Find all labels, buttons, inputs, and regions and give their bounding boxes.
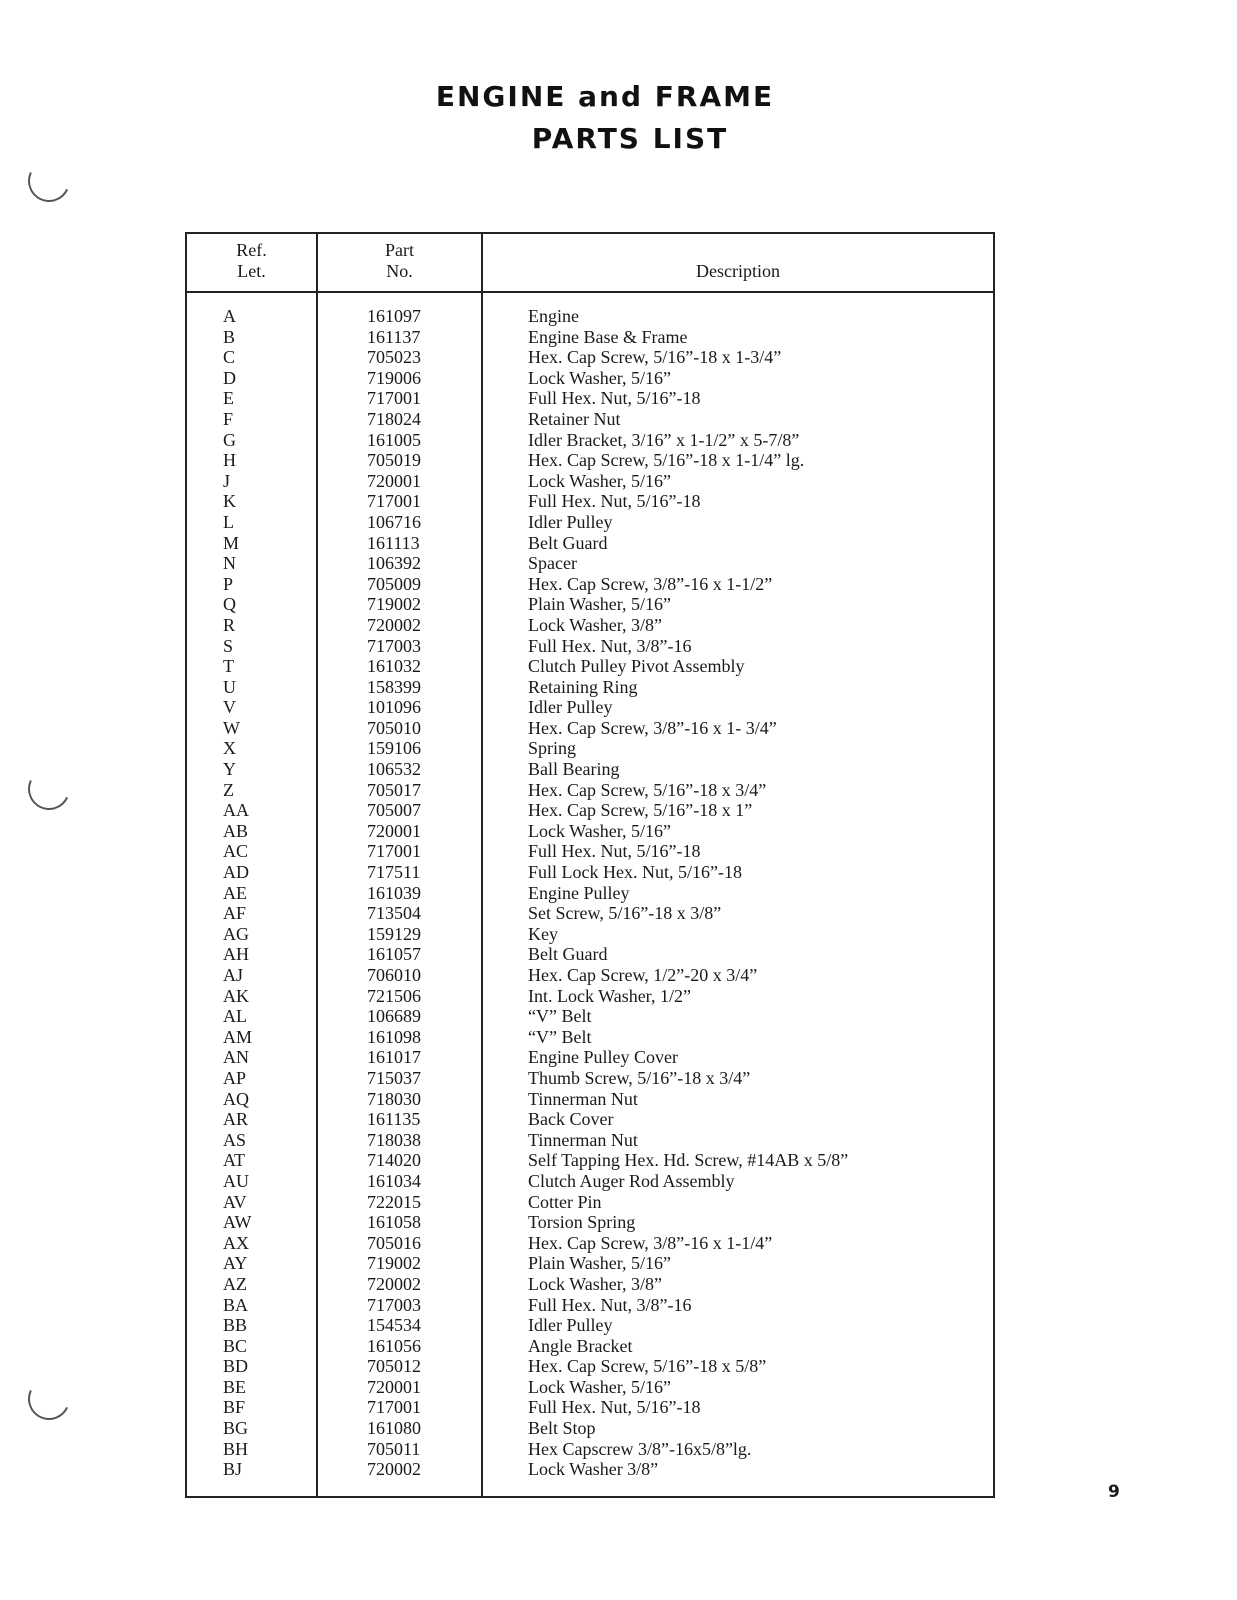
description-cell: Hex. Cap Screw, 5/16”-18 x 1-1/4” lg. xyxy=(528,450,805,471)
page-number: 9 xyxy=(1108,1482,1120,1502)
ref-letter-cell: AE xyxy=(223,882,247,903)
part-number-cell: 705016 xyxy=(367,1232,421,1253)
description-cell: Plain Washer, 5/16” xyxy=(528,594,671,615)
description-cell: Belt Guard xyxy=(528,944,608,965)
ref-letter-cell: AT xyxy=(223,1150,245,1171)
table-body xyxy=(187,306,993,1480)
description-cell: Belt Stop xyxy=(528,1418,596,1439)
ref-letter-cell: M xyxy=(223,532,240,553)
part-number-cell: 717001 xyxy=(367,1397,421,1418)
table-row xyxy=(187,1397,993,1418)
part-number-cell: 161005 xyxy=(367,429,421,450)
table-row xyxy=(187,1274,993,1295)
part-number-cell: 717003 xyxy=(367,1294,421,1315)
ref-letter-cell: P xyxy=(223,573,234,594)
ref-letter-cell: K xyxy=(223,491,236,512)
description-cell: Idler Pulley xyxy=(528,1315,613,1336)
part-number-cell: 158399 xyxy=(367,676,421,697)
description-cell: Lock Washer 3/8” xyxy=(528,1459,659,1480)
part-number-cell: 706010 xyxy=(367,965,421,985)
part-number-cell: 720001 xyxy=(367,470,421,491)
part-number-cell: 720002 xyxy=(367,1459,421,1480)
table-row xyxy=(187,368,993,389)
description-cell: Lock Washer, 5/16” xyxy=(528,367,671,388)
part-number-cell: 717001 xyxy=(367,491,421,512)
part-number-cell: 705017 xyxy=(367,779,421,800)
ref-letter-cell: BE xyxy=(223,1376,247,1397)
description-cell: Hex. Cap Screw, 5/16”-18 x 1-3/4” xyxy=(528,347,782,368)
table-row xyxy=(187,1336,993,1357)
description-cell: Hex. Cap Screw, 3/8”-16 x 1- 3/4” xyxy=(528,717,777,738)
part-number-cell: 705009 xyxy=(367,573,421,594)
description-cell: “V” Belt xyxy=(528,1026,592,1047)
ref-letter-cell: AS xyxy=(223,1129,247,1150)
ref-letter-cell: AM xyxy=(223,1026,253,1047)
description-cell: Full Hex. Nut, 5/16”-18 xyxy=(528,388,701,409)
table-row xyxy=(187,409,993,430)
description-cell: Idler Pulley xyxy=(528,511,613,532)
ref-letter-cell: F xyxy=(223,408,234,429)
part-number-cell: 161057 xyxy=(367,944,421,965)
table-row xyxy=(187,1418,993,1439)
description-cell: Engine Pulley xyxy=(528,882,630,903)
description-cell: Hex. Cap Screw, 5/16”-18 x 5/8” xyxy=(528,1356,767,1377)
description-cell: Hex Capscrew 3/8”-16x5/8”lg. xyxy=(528,1438,752,1459)
description-cell: Full Hex. Nut, 5/16”-18 xyxy=(528,491,701,512)
part-number-cell: 722015 xyxy=(367,1191,421,1212)
table-row xyxy=(187,841,993,862)
table-row xyxy=(187,327,993,348)
table-row xyxy=(187,347,993,368)
ref-letter-cell: J xyxy=(223,470,231,491)
description-cell: Int. Lock Washer, 1/2” xyxy=(528,985,691,1006)
ref-letter-cell: BB xyxy=(223,1315,248,1336)
ref-letter-cell: G xyxy=(223,429,236,450)
ref-letter-cell: BG xyxy=(223,1418,249,1439)
part-number-cell: 717001 xyxy=(367,841,421,862)
table-row xyxy=(187,1356,993,1377)
table-row xyxy=(187,697,993,718)
part-number-cell: 159129 xyxy=(367,923,421,944)
page-title: ENGINE and FRAME xyxy=(435,80,775,113)
ref-letter-cell: H xyxy=(223,450,236,471)
table-row xyxy=(187,1150,993,1171)
part-number-cell: 717001 xyxy=(367,388,421,409)
description-cell: Clutch Pulley Pivot Assembly xyxy=(528,656,745,677)
header-description: Description xyxy=(696,261,780,281)
ref-letter-cell: E xyxy=(223,388,234,409)
ref-letter-cell: AA xyxy=(223,800,249,821)
description-cell: Retaining Ring xyxy=(528,676,638,697)
description-cell: Lock Washer, 3/8” xyxy=(528,1273,662,1294)
ref-letter-cell: D xyxy=(223,367,236,388)
ref-letter-cell: Q xyxy=(223,594,236,615)
parts-table xyxy=(185,232,995,1498)
description-cell: Tinnerman Nut xyxy=(528,1129,638,1150)
part-number-cell: 720002 xyxy=(367,1273,421,1294)
part-number-cell: 718030 xyxy=(367,1088,421,1109)
part-number-cell: 106689 xyxy=(367,1006,421,1027)
description-cell: Lock Washer, 3/8” xyxy=(528,614,662,635)
part-number-cell: 719002 xyxy=(367,1253,421,1274)
table-row xyxy=(187,471,993,492)
description-cell: Hex. Cap Screw, 3/8”-16 x 1-1/4” xyxy=(528,1232,773,1253)
ref-letter-cell: AW xyxy=(223,1212,252,1233)
part-number-cell: 719006 xyxy=(367,367,421,388)
table-row xyxy=(187,718,993,739)
ref-letter-cell: AN xyxy=(223,1047,249,1068)
ref-letter-cell: AH xyxy=(223,944,249,965)
table-row xyxy=(187,574,993,595)
header-part-no: Part No. xyxy=(385,240,414,281)
ref-letter-cell: BH xyxy=(223,1438,249,1459)
description-cell: Self Tapping Hex. Hd. Screw, #14AB x 5/8” xyxy=(528,1150,849,1171)
part-number-cell: 719002 xyxy=(367,594,421,615)
ref-letter-cell: X xyxy=(223,738,236,759)
ref-letter-cell: AU xyxy=(223,1170,249,1191)
part-number-cell: 715037 xyxy=(367,1067,421,1088)
part-number-cell: 154534 xyxy=(367,1315,421,1336)
page-subtitle: PARTS LIST xyxy=(531,122,729,155)
ref-letter-cell: AZ xyxy=(223,1273,247,1294)
table-row xyxy=(187,1212,993,1233)
part-number-cell: 720002 xyxy=(367,614,421,635)
part-number-cell: 705019 xyxy=(367,450,421,471)
table-row xyxy=(187,388,993,409)
ref-letter-cell: B xyxy=(223,326,236,347)
table-row xyxy=(187,759,993,780)
ref-letter-cell: AX xyxy=(223,1232,249,1253)
ref-letter-cell: AP xyxy=(223,1067,247,1088)
ref-letter-cell: BJ xyxy=(223,1459,243,1480)
part-number-cell: 705011 xyxy=(367,1438,421,1459)
table-row xyxy=(187,512,993,533)
table-row xyxy=(187,1192,993,1213)
table-row xyxy=(187,553,993,574)
description-cell: Plain Washer, 5/16” xyxy=(528,1253,671,1274)
part-number-cell: 161137 xyxy=(367,326,421,347)
table-row xyxy=(187,944,993,965)
description-cell: “V” Belt xyxy=(528,1006,592,1027)
table-row xyxy=(187,1130,993,1151)
part-number-cell: 717003 xyxy=(367,635,421,656)
table-row xyxy=(187,1315,993,1336)
table-row xyxy=(187,821,993,842)
ref-letter-cell: BF xyxy=(223,1397,246,1418)
part-number-cell: 714020 xyxy=(367,1150,421,1171)
description-cell: Hex. Cap Screw, 3/8”-16 x 1-1/2” xyxy=(528,573,773,594)
part-number-cell: 106716 xyxy=(367,511,421,532)
table-row xyxy=(187,1459,993,1480)
ref-letter-cell: AL xyxy=(223,1006,247,1027)
description-cell: Full Hex. Nut, 5/16”-18 xyxy=(528,1397,701,1418)
table-row xyxy=(187,306,993,327)
description-cell: Retainer Nut xyxy=(528,408,621,429)
table-row xyxy=(187,800,993,821)
table-row xyxy=(187,533,993,554)
part-number-cell: 161032 xyxy=(367,656,421,677)
binder-hole-middle xyxy=(22,762,76,816)
part-number-cell: 718024 xyxy=(367,408,421,429)
part-number-cell: 705010 xyxy=(367,717,421,738)
part-number-cell: 161135 xyxy=(367,1109,421,1130)
table-row xyxy=(187,1253,993,1274)
part-number-cell: 705023 xyxy=(367,347,421,368)
description-cell: Hex. Cap Screw, 5/16”-18 x 3/4” xyxy=(528,779,767,800)
ref-letter-cell: AD xyxy=(223,862,249,883)
part-number-cell: 159106 xyxy=(367,738,421,759)
header-ref-let: Ref. Let. xyxy=(236,240,267,281)
table-row xyxy=(187,677,993,698)
binder-hole-top xyxy=(22,154,76,208)
part-number-cell: 161098 xyxy=(367,1026,421,1047)
table-row xyxy=(187,1047,993,1068)
description-cell: Lock Washer, 5/16” xyxy=(528,820,671,841)
table-row xyxy=(187,430,993,451)
part-number-cell: 161113 xyxy=(367,532,420,553)
description-cell: Full Lock Hex. Nut, 5/16”-18 xyxy=(528,862,742,883)
table-row xyxy=(187,986,993,1007)
table-row xyxy=(187,883,993,904)
ref-letter-cell: AV xyxy=(223,1191,247,1212)
table-row xyxy=(187,924,993,945)
table-row xyxy=(187,903,993,924)
description-cell: Hex. Cap Screw, 1/2”-20 x 3/4” xyxy=(528,965,758,985)
description-cell: Spring xyxy=(528,738,577,759)
part-number-cell: 161058 xyxy=(367,1212,421,1233)
description-cell: Set Screw, 5/16”-18 x 3/8” xyxy=(528,903,722,924)
part-number-cell: 720001 xyxy=(367,1376,421,1397)
description-cell: Full Hex. Nut, 3/8”-16 xyxy=(528,635,692,656)
description-cell: Engine xyxy=(528,306,579,326)
part-number-cell: 101096 xyxy=(367,697,421,718)
table-header xyxy=(187,234,993,293)
ref-letter-cell: AF xyxy=(223,903,247,924)
table-row xyxy=(187,862,993,883)
table-row xyxy=(187,1109,993,1130)
ref-letter-cell: W xyxy=(223,717,240,738)
table-row xyxy=(187,615,993,636)
description-cell: Ball Bearing xyxy=(528,759,620,780)
table-row xyxy=(187,491,993,512)
part-number-cell: 717511 xyxy=(367,862,421,883)
part-number-cell: 161039 xyxy=(367,882,421,903)
table-row xyxy=(187,738,993,759)
ref-letter-cell: BA xyxy=(223,1294,249,1315)
ref-letter-cell: V xyxy=(223,697,236,718)
ref-letter-cell: T xyxy=(223,656,234,677)
ref-letter-cell: U xyxy=(223,676,236,697)
ref-letter-cell: AB xyxy=(223,820,249,841)
description-cell: Idler Pulley xyxy=(528,697,613,718)
table-row xyxy=(187,594,993,615)
part-number-cell: 106392 xyxy=(367,553,421,574)
ref-letter-cell: AK xyxy=(223,985,249,1006)
table-row xyxy=(187,1027,993,1048)
part-number-cell: 161034 xyxy=(367,1170,421,1191)
ref-letter-cell: S xyxy=(223,635,234,656)
ref-letter-cell: AR xyxy=(223,1109,249,1130)
part-number-cell: 705007 xyxy=(367,800,421,821)
part-number-cell: 718038 xyxy=(367,1129,421,1150)
part-number-cell: 161017 xyxy=(367,1047,421,1068)
description-cell: Clutch Auger Rod Assembly xyxy=(528,1170,735,1191)
table-row xyxy=(187,780,993,801)
description-cell: Angle Bracket xyxy=(528,1335,633,1356)
ref-letter-cell: R xyxy=(223,614,236,635)
ref-letter-cell: AJ xyxy=(223,965,244,985)
description-cell: Spacer xyxy=(528,553,577,574)
table-row xyxy=(187,965,993,986)
table-row xyxy=(187,656,993,677)
ref-letter-cell: AY xyxy=(223,1253,248,1274)
description-cell: Tinnerman Nut xyxy=(528,1088,638,1109)
description-cell: Thumb Screw, 5/16”-18 x 3/4” xyxy=(528,1067,751,1088)
part-number-cell: 106532 xyxy=(367,759,421,780)
binder-hole-bottom xyxy=(22,1372,76,1426)
description-cell: Hex. Cap Screw, 5/16”-18 x 1” xyxy=(528,800,753,821)
description-cell: Lock Washer, 5/16” xyxy=(528,1376,671,1397)
description-cell: Key xyxy=(528,923,558,944)
table-row xyxy=(187,1439,993,1460)
ref-letter-cell: Z xyxy=(223,779,234,800)
table-row xyxy=(187,1233,993,1254)
description-cell: Back Cover xyxy=(528,1109,614,1130)
description-cell: Full Hex. Nut, 5/16”-18 xyxy=(528,841,701,862)
description-cell: Belt Guard xyxy=(528,532,608,553)
ref-letter-cell: C xyxy=(223,347,236,368)
description-cell: Full Hex. Nut, 3/8”-16 xyxy=(528,1294,692,1315)
ref-letter-cell: BC xyxy=(223,1335,248,1356)
table-row xyxy=(187,1006,993,1027)
part-number-cell: 713504 xyxy=(367,903,421,924)
description-cell: Engine Pulley Cover xyxy=(528,1047,678,1068)
description-cell: Torsion Spring xyxy=(528,1212,636,1233)
part-number-cell: 721506 xyxy=(367,985,421,1006)
part-number-cell: 705012 xyxy=(367,1356,421,1377)
description-cell: Idler Bracket, 3/16” x 1-1/2” x 5-7/8” xyxy=(528,429,800,450)
table-row xyxy=(187,1068,993,1089)
table-row xyxy=(187,636,993,657)
description-cell: Engine Base & Frame xyxy=(528,326,688,347)
table-row xyxy=(187,1089,993,1110)
table-row xyxy=(187,1171,993,1192)
ref-letter-cell: L xyxy=(223,511,234,532)
description-cell: Lock Washer, 5/16” xyxy=(528,470,671,491)
ref-letter-cell: BD xyxy=(223,1356,249,1377)
table-row xyxy=(187,450,993,471)
part-number-cell: 161097 xyxy=(367,306,421,326)
ref-letter-cell: A xyxy=(223,306,236,326)
part-number-cell: 161080 xyxy=(367,1418,421,1439)
description-cell: Cotter Pin xyxy=(528,1191,602,1212)
ref-letter-cell: N xyxy=(223,553,236,574)
ref-letter-cell: AQ xyxy=(223,1088,249,1109)
ref-letter-cell: AC xyxy=(223,841,249,862)
ref-letter-cell: Y xyxy=(223,759,236,780)
table-row xyxy=(187,1377,993,1398)
part-number-cell: 161056 xyxy=(367,1335,421,1356)
part-number-cell: 720001 xyxy=(367,820,421,841)
table-row xyxy=(187,1295,993,1316)
ref-letter-cell: AG xyxy=(223,923,249,944)
